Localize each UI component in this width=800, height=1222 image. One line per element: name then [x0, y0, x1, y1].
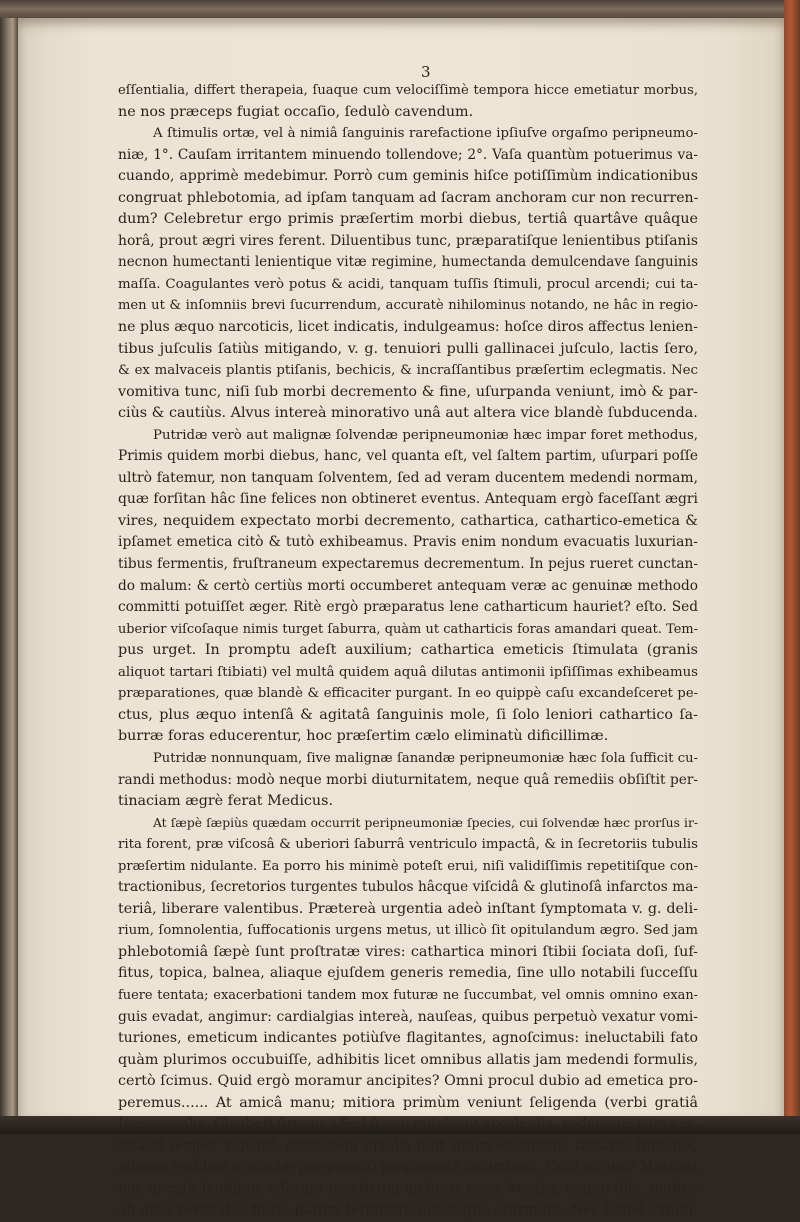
- text-line: horâ, prout ægri vires ferent. Diluentibus tunc, præparatiſque lenientibus ptiſanis: [118, 232, 698, 249]
- text-line: necnon humectanti lenientique vitæ regimine, humectanda demulcendave ſanguinis: [118, 254, 698, 271]
- text-line: committi potuiſſet æger. Ritè ergò præparatus lene catharticum hauriet? eſto. Sed: [118, 599, 698, 616]
- text-line: hoc in caſu laudibus efferunt emeticum melioris notæ Medici, eoque ſolo, multos: [118, 1180, 698, 1197]
- text-line: Primis quidem morbi diebus, hanc, vel quanta eſt, vel ſaltem partim, uſurpari poſſe: [118, 448, 698, 465]
- book-spine-edge: [0, 18, 18, 1118]
- text-line: ultrò fatemur, non tanquam ſolventem, ſed ad veram ducentem medendi normam,: [118, 469, 698, 486]
- text-line: A ſtimulis ortæ, vel à nimiâ ſanguinis rarefactione ipſiuſve orgaſmo peripneumo-: [153, 126, 698, 142]
- text-line: tinaciam ægrè ferat Medicus.: [118, 793, 334, 810]
- book-fore-edge: [784, 0, 800, 1134]
- text-line: præparationes, quæ blandè & efficaciter purgant. In eo quippè caſu excandeſceret pe-: [118, 686, 698, 702]
- page-number: 3: [421, 63, 431, 81]
- text-line: dum? Celebretur ergo primis præſertim morbi diebus, tertiâ quartâve quâque: [118, 211, 698, 228]
- text-line: ab orco revocatos fuiſſe paſſim teſtantur, ſanctèque affirmant. Nec ſemel exhibi-: [118, 1202, 698, 1219]
- text-line: phlebotomiâ ſæpè ſunt proſtratæ vires: cathartica minori ſtibii ſociata doſi, ſuf-: [118, 943, 698, 960]
- text-line: aliaque ejuſdem proſapiæ præparata) propinanda incumbunt. Quid mirum? Maximis: [118, 1159, 698, 1176]
- body-text: [118, 80, 698, 1222]
- text-line: ctus, plus æquo intenſâ & agitatâ ſanguinis mole, ſi ſolo leniori cathartico ſa-: [118, 706, 698, 723]
- text-line: fitus, topica, balnea, aliaque ejuſdem generis remedia, ſine ullo notabili ſucceſſu: [118, 965, 698, 982]
- text-line: aliquot tartari ſtibiati) vel multâ quidem aquâ dilutas antimonii ipſiſſimas exhibeamus: [118, 664, 698, 680]
- text-line: guis evadat, angimur: cardialgias intereà, nauſeas, quibus perpetuò vexatur vomi-: [118, 1008, 698, 1025]
- text-line: vires, nequidem expectato morbi decremento, cathartica, cathartico-emetica &: [118, 512, 698, 529]
- text-line: certò ſcimus. Quid ergò moramur ancipites? Omni procul dubio ad emetica pro-: [118, 1073, 698, 1090]
- text-line: burræ foras educerentur, hoc præſertim cælo eliminatù dificillimæ.: [118, 728, 609, 745]
- text-line: præſertim nidulante. Ea porro his minimè poteſt erui, niſi validiſſimis repetitiſque con-: [118, 858, 698, 874]
- text-line: & ex malvaceis plantis ptiſanis, bechicis, & incraſſantibus præſertim eclegmatis. Nec: [118, 363, 698, 379]
- text-line: cuando, apprimè medebimur. Porrò cum geminis hiſce potiſſimùm indicationibus: [118, 168, 698, 185]
- text-line: Putridæ verò aut malignæ ſolvendæ peripneumoniæ hæc impar foret methodus,: [153, 427, 698, 443]
- text-line: uberior viſcoſaque nimis turget ſaburra, quàm ut catharticis foras amandari queat. Tem-: [118, 621, 698, 637]
- text-line: randi methodus: modò neque morbi diuturnitatem, neque quâ remediis obſiſtit per-: [118, 771, 698, 788]
- text-line: maſſa. Coagulantes verò potus & acidi, tanquam tuſſis ſtimuli, procul arcendi; cui ta-: [118, 276, 698, 292]
- text-line: peremus...... At amicâ manu; mitiora primùm veniunt ſeligenda (verbi gratiâ: [118, 1094, 698, 1111]
- text-line: turiones, emeticum indicantes potiùſve flagitantes, agnoſcimus: ineluctabili fato: [118, 1030, 698, 1047]
- text-line: ne nos præceps fugiat occaſio, ſedulò cavendum.: [118, 103, 474, 120]
- text-line: quæ forſitan hâc ſine felices non obtineret eventus. Antequam ergò faceſſant ægri: [118, 491, 698, 508]
- text-line: ipſamet emetica citò & tutò exhibeamus. Pravis enim nondum evacuatis luxurian-: [118, 534, 698, 551]
- text-line: At ſæpè ſæpiùs quædam occurrit peripneumoniæ ſpecies, cui ſolvendæ hæc prorſus ir-: [153, 815, 698, 830]
- text-line: ciùs & cautiùs. Alvus intereà minorativo unâ aut altera vice blandè ſubducenda.: [118, 405, 698, 422]
- text-line: niæ, 1°. Cauſam irritantem minuendo tollendove; 2°. Vaſa quantùm potuerimus va-: [118, 146, 698, 163]
- text-line: eſſentialia, differt therapeia, ſuaque cum velociſſimè tempora hicce emetiatur morbus,: [118, 83, 698, 98]
- text-line: tinaciâ ſemper vigeant; efficaciora (qualia ſunt vinum emeticum, tartarus ſtibiatus,: [118, 1137, 698, 1154]
- text-line: congruat phlebotomia, ad ipſam tanquam ad ſacram anchoram cur non recurren-: [118, 189, 699, 206]
- text-line: Putridæ nonnunquam, ſive malignæ ſanandæ peripneumoniæ hæc ſola ſufficit cu-: [153, 750, 698, 766]
- text-line: vomitiva tunc, niſi ſub morbi decremento & fine, uſurpanda veniunt, imò & par-: [118, 383, 698, 400]
- text-line: tibus juſculis ſatiùs mitigando, v. g. tenuiori pulli gallinacei juſculo, lactis ſero,: [118, 340, 698, 357]
- text-line: pus urget. In promptu adeſt auxilium; cathartica emeticis ſtimulata (granis: [118, 642, 698, 659]
- text-line: rita forent, præ viſcosâ & uberiori ſaburrâ ventriculo impactâ, & in ſecretoriis tubulis: [118, 837, 698, 853]
- text-line: Ipecacuanha, Glauberi ſirupus.) Sed ſi non miteſcant accidentia, eademque cum per-: [118, 1116, 699, 1133]
- text-line: fuere tentata; exacerbationi tandem mox futuræ ne ſuccumbat, vel omnis omnino exan-: [118, 987, 698, 1003]
- text-line: ne plus æquo narcoticis, licet indicatis, indulgeamus: hoſce diros affectus lenien-: [118, 319, 698, 336]
- text-line: quàm plurimos occubuiſſe, adhibitis licet omnibus allatis jam medendi formulis,: [118, 1051, 698, 1068]
- text-line: rium, ſomnolentia, ſuffocationis urgens metus, ut illicò ſit opitulandum ægro. Sed jam: [118, 923, 698, 939]
- text-line: men ut & inſomniis brevi ſucurrendum, accuratè nihilominus notando, ne hâc in regio-: [118, 298, 698, 314]
- text-line: teriâ, liberare valentibus. Prætereà urgentia adeò inſtant ſymptomata v. g. deli-: [118, 900, 698, 917]
- text-line: do malum: & certò certiùs morti occumberet antequam veræ ac genuinæ methodo: [118, 577, 698, 594]
- text-line: tractionibus, ſecretorios turgentes tubulos hâcque viſcidâ & glutinoſâ infarctos ma-: [118, 879, 698, 896]
- text-line: tibus fermentis, fruſtraneum expectaremus decrementum. In pejus rueret cunctan-: [118, 556, 698, 573]
